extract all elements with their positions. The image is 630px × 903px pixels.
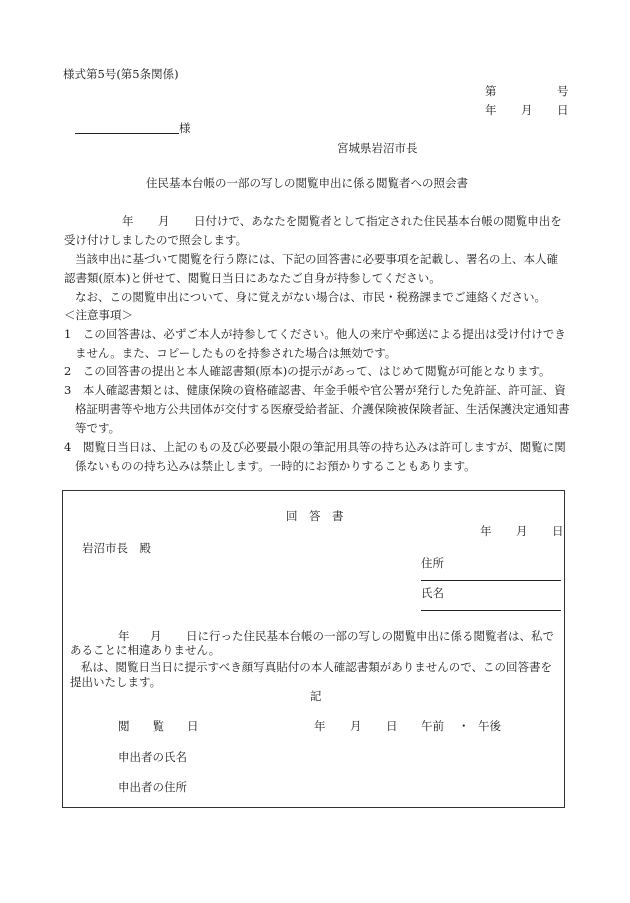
reply-title: 回 答 書	[286, 509, 344, 523]
reply-date-month: 月	[516, 524, 528, 538]
reply-date-year: 年	[480, 524, 492, 538]
view-date-year: 年	[314, 719, 326, 733]
name-label: 氏名	[421, 586, 444, 600]
reply-addressee: 岩沼市長 殿	[82, 541, 151, 555]
note-4-line2: 係ないものの持ち込みは禁止します。一時的にお預かりすることもあります。	[75, 459, 476, 473]
pm-option[interactable]: 午後	[478, 719, 501, 733]
body-p2-line2: 認書類(原本)と併せて、閲覧日当日にあなたご自身が持参してください。	[64, 271, 441, 285]
note-2-line1: 2 この回答書の提出と本人確認書類(原本)の提示があって、はじめて閲覧が可能となります。	[64, 364, 551, 378]
view-date-month: 月	[350, 719, 362, 733]
addressee-suffix: 様	[179, 121, 191, 135]
note-1-line1: 1 この回答書は、必ずご本人が持参してください。他人の来庁や郵送による提出は受け付けでき	[64, 327, 566, 341]
addressee-name-line	[75, 133, 179, 134]
form-number: 様式第5号(第5条関係)	[63, 67, 179, 81]
applicant-address-label: 申出者の住所	[118, 780, 187, 794]
body-p1-line1: 日付けで、あなたを閲覧者として指定された住民基本台帳の閲覧申出を	[194, 214, 562, 228]
address-label: 住所	[421, 556, 444, 570]
name-line[interactable]	[421, 610, 561, 611]
note-1-line2: ません。また、コピーしたものを持参された場合は無効です。	[75, 346, 397, 360]
reply-p1-year: 年	[118, 629, 130, 643]
am-option[interactable]: 午前	[421, 719, 444, 733]
issuer: 宮城県岩沼市長	[337, 141, 418, 155]
header-date-month: 月	[521, 103, 533, 117]
header-date-day: 日	[557, 103, 569, 117]
reply-p2-line1: 私は、閲覧日当日に提示すべき顔写真貼付の本人確認書類がありませんので、この回答書を	[81, 660, 553, 674]
view-date-day: 日	[386, 719, 398, 733]
document-title: 住民基本台帳の一部の写しの閲覧申出に係る閲覧者への照会書	[146, 176, 468, 190]
reply-p1-line1: 日に行った住民基本台帳の一部の写しの閲覧申出に係る閲覧者は、私で	[186, 629, 554, 643]
body-p1-year: 年	[122, 214, 134, 228]
reply-p1-month: 月	[150, 629, 162, 643]
doc-number-suffix: 号	[557, 84, 569, 98]
body-p2-line1: 当該申出に基づいて閲覧を行う際には、下記の回答書に必要事項を記載し、署名の上、本人確	[75, 252, 558, 266]
reply-date-day: 日	[552, 524, 564, 538]
header-date-year: 年	[485, 103, 497, 117]
note-3-line1: 3 本人確認書類とは、健康保険の資格確認書、年金手帳や官公署が発行した免許証、許可証、資	[64, 383, 566, 397]
body-p1-line2: 受け付けしましたので照会します。	[64, 233, 248, 247]
address-line[interactable]	[421, 580, 561, 581]
reply-p2-line2: 提出いたします。	[70, 675, 162, 689]
note-3-line3: 等です。	[75, 421, 121, 435]
note-4-line1: 4 閲覧日当日は、上記のもの及び必要最小限の筆記用具等の持ち込みは許可しますが、閲覧に関	[64, 440, 566, 454]
am-pm-separator: ・	[458, 719, 470, 733]
ki-heading: 記	[310, 689, 322, 703]
doc-number-prefix: 第	[485, 84, 497, 98]
body-p3-line1: なお、この閲覧申出について、身に覚えがない場合は、市民・税務課までご連絡ください。	[75, 290, 547, 304]
view-date-label: 閲 覧 日	[118, 719, 199, 733]
note-3-line2: 格証明書等や地方公共団体が交付する医療受給者証、介護保険被保険者証、生活保護決定通知書	[75, 402, 570, 416]
notes-heading: ＜注意事項＞	[64, 308, 133, 322]
body-p1-month: 月	[158, 214, 170, 228]
applicant-name-label: 申出者の氏名	[118, 750, 187, 764]
reply-p1-line2: あることに相違ありません。	[70, 643, 221, 657]
